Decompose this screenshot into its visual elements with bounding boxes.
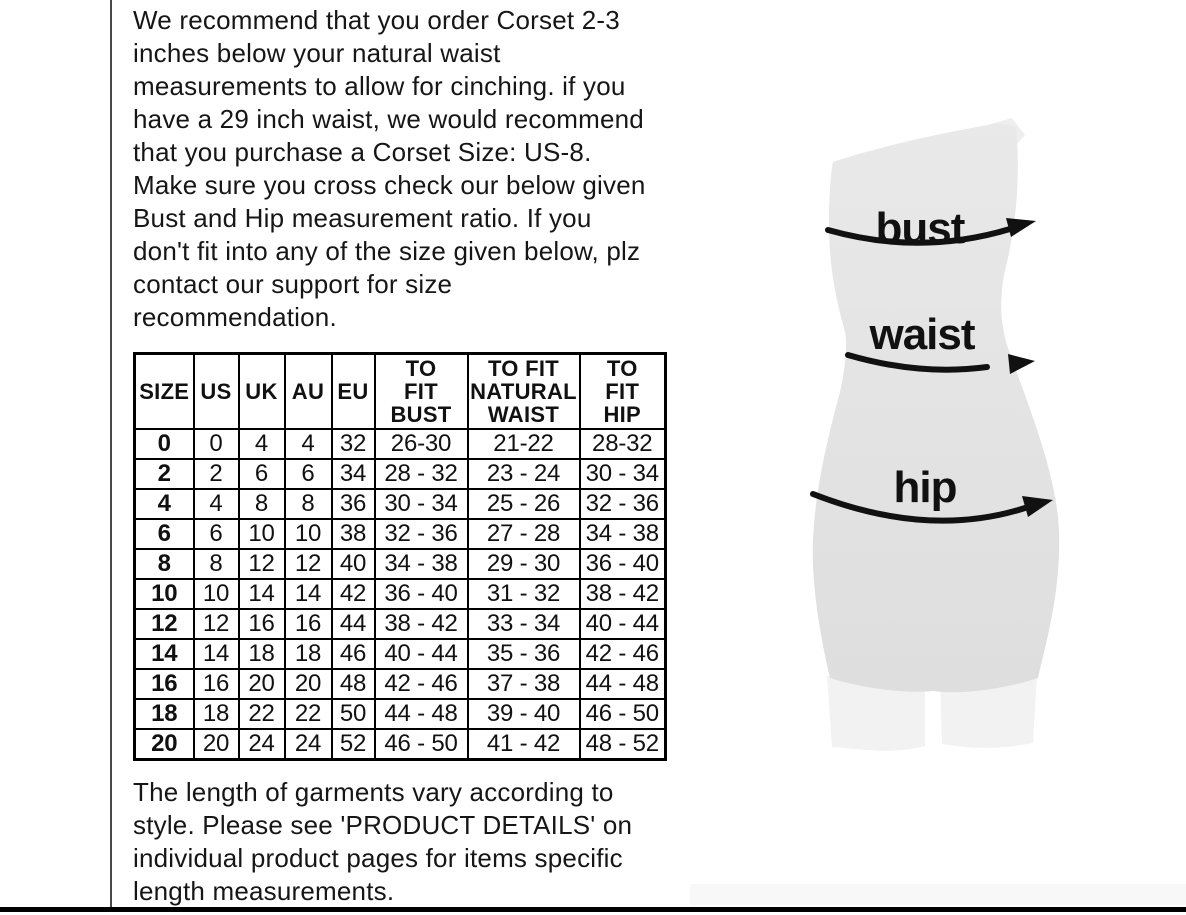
- table-cell: 10: [194, 579, 239, 609]
- table-cell: 36 - 40: [375, 579, 468, 609]
- table-cell: 41 - 42: [468, 729, 580, 760]
- table-row: [135, 429, 666, 459]
- table-header-row: [135, 354, 666, 429]
- left-divider-line: [110, 0, 112, 907]
- table-cell: 32 - 36: [375, 519, 468, 549]
- intro-line: measurements to allow for cinching. if you: [133, 71, 626, 101]
- bust-arrowhead: [1006, 218, 1036, 237]
- table-cell: 50: [332, 699, 375, 729]
- table-cell: 34 - 38: [580, 519, 666, 549]
- column-header: UK: [239, 354, 285, 429]
- table-cell: 6: [285, 459, 332, 489]
- table-cell: 20: [194, 729, 239, 760]
- table-cell: 27 - 28: [468, 519, 580, 549]
- table-cell: 46: [332, 639, 375, 669]
- table-row: [135, 609, 666, 639]
- table-cell: 6: [239, 459, 285, 489]
- column-header: TO FIT NATURAL WAIST: [468, 354, 580, 429]
- table-cell: 31 - 32: [468, 579, 580, 609]
- table-cell: 42 - 46: [580, 639, 666, 669]
- table-cell: 20: [285, 669, 332, 699]
- table-cell: 46 - 50: [580, 699, 666, 729]
- table-cell: 8: [285, 489, 332, 519]
- table-cell: 52: [332, 729, 375, 760]
- intro-paragraph: [133, 4, 646, 334]
- intro-line: recommendation.: [133, 302, 337, 332]
- hip-label: hip: [893, 463, 957, 512]
- photo-artifact-band: [690, 884, 1186, 905]
- table-cell: 14: [135, 639, 194, 669]
- table-cell: 0: [135, 429, 194, 459]
- table-cell: 24: [285, 729, 332, 760]
- intro-line: Bust and Hip measurement ratio. If you: [133, 203, 592, 233]
- table-row: [135, 729, 666, 760]
- table-cell: 38 - 42: [375, 609, 468, 639]
- table-cell: 25 - 26: [468, 489, 580, 519]
- bust-label: bust: [875, 204, 965, 253]
- table-cell: 26-30: [375, 429, 468, 459]
- table-row: [135, 549, 666, 579]
- column-header: AU: [285, 354, 332, 429]
- table-cell: 12: [285, 549, 332, 579]
- table-cell: 16: [285, 609, 332, 639]
- note-line: The length of garments vary according to: [133, 777, 614, 807]
- table-cell: 34 - 38: [375, 549, 468, 579]
- table-row: [135, 459, 666, 489]
- table-cell: 23 - 24: [468, 459, 580, 489]
- table-cell: 0: [194, 429, 239, 459]
- table-cell: 48 - 52: [580, 729, 666, 760]
- table-cell: 4: [194, 489, 239, 519]
- column-header: TO FIT HIP: [580, 354, 666, 429]
- table-cell: 10: [285, 519, 332, 549]
- table-cell: 2: [135, 459, 194, 489]
- intro-line: inches below your natural waist: [133, 38, 501, 68]
- waist-arrowhead: [1008, 354, 1035, 374]
- table-cell: 18: [239, 639, 285, 669]
- column-header: EU: [332, 354, 375, 429]
- note-line: individual product pages for items specific: [133, 843, 623, 873]
- table-cell: 12: [239, 549, 285, 579]
- intro-line: don't fit into any of the size given below, plz: [133, 236, 641, 266]
- table-cell: 16: [194, 669, 239, 699]
- table-cell: 48: [332, 669, 375, 699]
- table-cell: 8: [194, 549, 239, 579]
- table-cell: 28-32: [580, 429, 666, 459]
- column-header: US: [194, 354, 239, 429]
- length-note-paragraph: [133, 776, 632, 908]
- table-cell: 14: [194, 639, 239, 669]
- table-cell: 37 - 38: [468, 669, 580, 699]
- table-cell: 30 - 34: [375, 489, 468, 519]
- table-cell: 21-22: [468, 429, 580, 459]
- table-cell: 40 - 44: [580, 609, 666, 639]
- table-row: [135, 489, 666, 519]
- table-cell: 8: [135, 549, 194, 579]
- table-cell: 4: [285, 429, 332, 459]
- table-cell: 36 - 40: [580, 549, 666, 579]
- table-row: [135, 669, 666, 699]
- table-cell: 14: [239, 579, 285, 609]
- table-cell: 38 - 42: [580, 579, 666, 609]
- table-cell: 22: [285, 699, 332, 729]
- table-cell: 33 - 34: [468, 609, 580, 639]
- bottom-border-line: [0, 907, 1186, 912]
- intro-line: Make sure you cross check our below given: [133, 170, 646, 200]
- table-cell: 42: [332, 579, 375, 609]
- table-row: [135, 579, 666, 609]
- table-cell: 29 - 30: [468, 549, 580, 579]
- body-measurement-diagram: [780, 90, 1186, 790]
- table-cell: 8: [239, 489, 285, 519]
- table-cell: 12: [135, 609, 194, 639]
- table-cell: 18: [194, 699, 239, 729]
- table-cell: 46 - 50: [375, 729, 468, 760]
- note-line: length measurements.: [133, 876, 395, 906]
- table-cell: 44 - 48: [375, 699, 468, 729]
- table-cell: 12: [194, 609, 239, 639]
- table-cell: 40 - 44: [375, 639, 468, 669]
- table-cell: 14: [285, 579, 332, 609]
- table-cell: 44: [332, 609, 375, 639]
- note-line: style. Please see 'PRODUCT DETAILS' on: [133, 810, 633, 840]
- table-cell: 20: [135, 729, 194, 760]
- table-row: [135, 519, 666, 549]
- table-cell: 28 - 32: [375, 459, 468, 489]
- table-cell: 40: [332, 549, 375, 579]
- table-cell: 34: [332, 459, 375, 489]
- table-cell: 18: [285, 639, 332, 669]
- table-cell: 32 - 36: [580, 489, 666, 519]
- intro-line: have a 29 inch waist, we would recommend: [133, 104, 644, 134]
- table-cell: 6: [135, 519, 194, 549]
- table-cell: 10: [239, 519, 285, 549]
- table-cell: 6: [194, 519, 239, 549]
- table-cell: 2: [194, 459, 239, 489]
- table-cell: 32: [332, 429, 375, 459]
- table-cell: 38: [332, 519, 375, 549]
- intro-line: We recommend that you order Corset 2-3: [133, 5, 620, 35]
- column-header: SIZE: [135, 354, 194, 429]
- table-cell: 16: [135, 669, 194, 699]
- size-chart-table: [133, 352, 667, 761]
- table-row: [135, 639, 666, 669]
- intro-line: contact our support for size: [133, 269, 453, 299]
- table-cell: 18: [135, 699, 194, 729]
- column-header: TO FIT BUST: [375, 354, 468, 429]
- table-cell: 16: [239, 609, 285, 639]
- table-cell: 22: [239, 699, 285, 729]
- table-cell: 42 - 46: [375, 669, 468, 699]
- table-cell: 4: [135, 489, 194, 519]
- table-cell: 4: [239, 429, 285, 459]
- table-cell: 39 - 40: [468, 699, 580, 729]
- table-cell: 30 - 34: [580, 459, 666, 489]
- table-cell: 36: [332, 489, 375, 519]
- table-cell: 35 - 36: [468, 639, 580, 669]
- table-cell: 20: [239, 669, 285, 699]
- intro-line: that you purchase a Corset Size: US-8.: [133, 137, 592, 167]
- table-row: [135, 699, 666, 729]
- table-cell: 24: [239, 729, 285, 760]
- table-cell: 44 - 48: [580, 669, 666, 699]
- table-cell: 10: [135, 579, 194, 609]
- waist-label: waist: [869, 310, 975, 359]
